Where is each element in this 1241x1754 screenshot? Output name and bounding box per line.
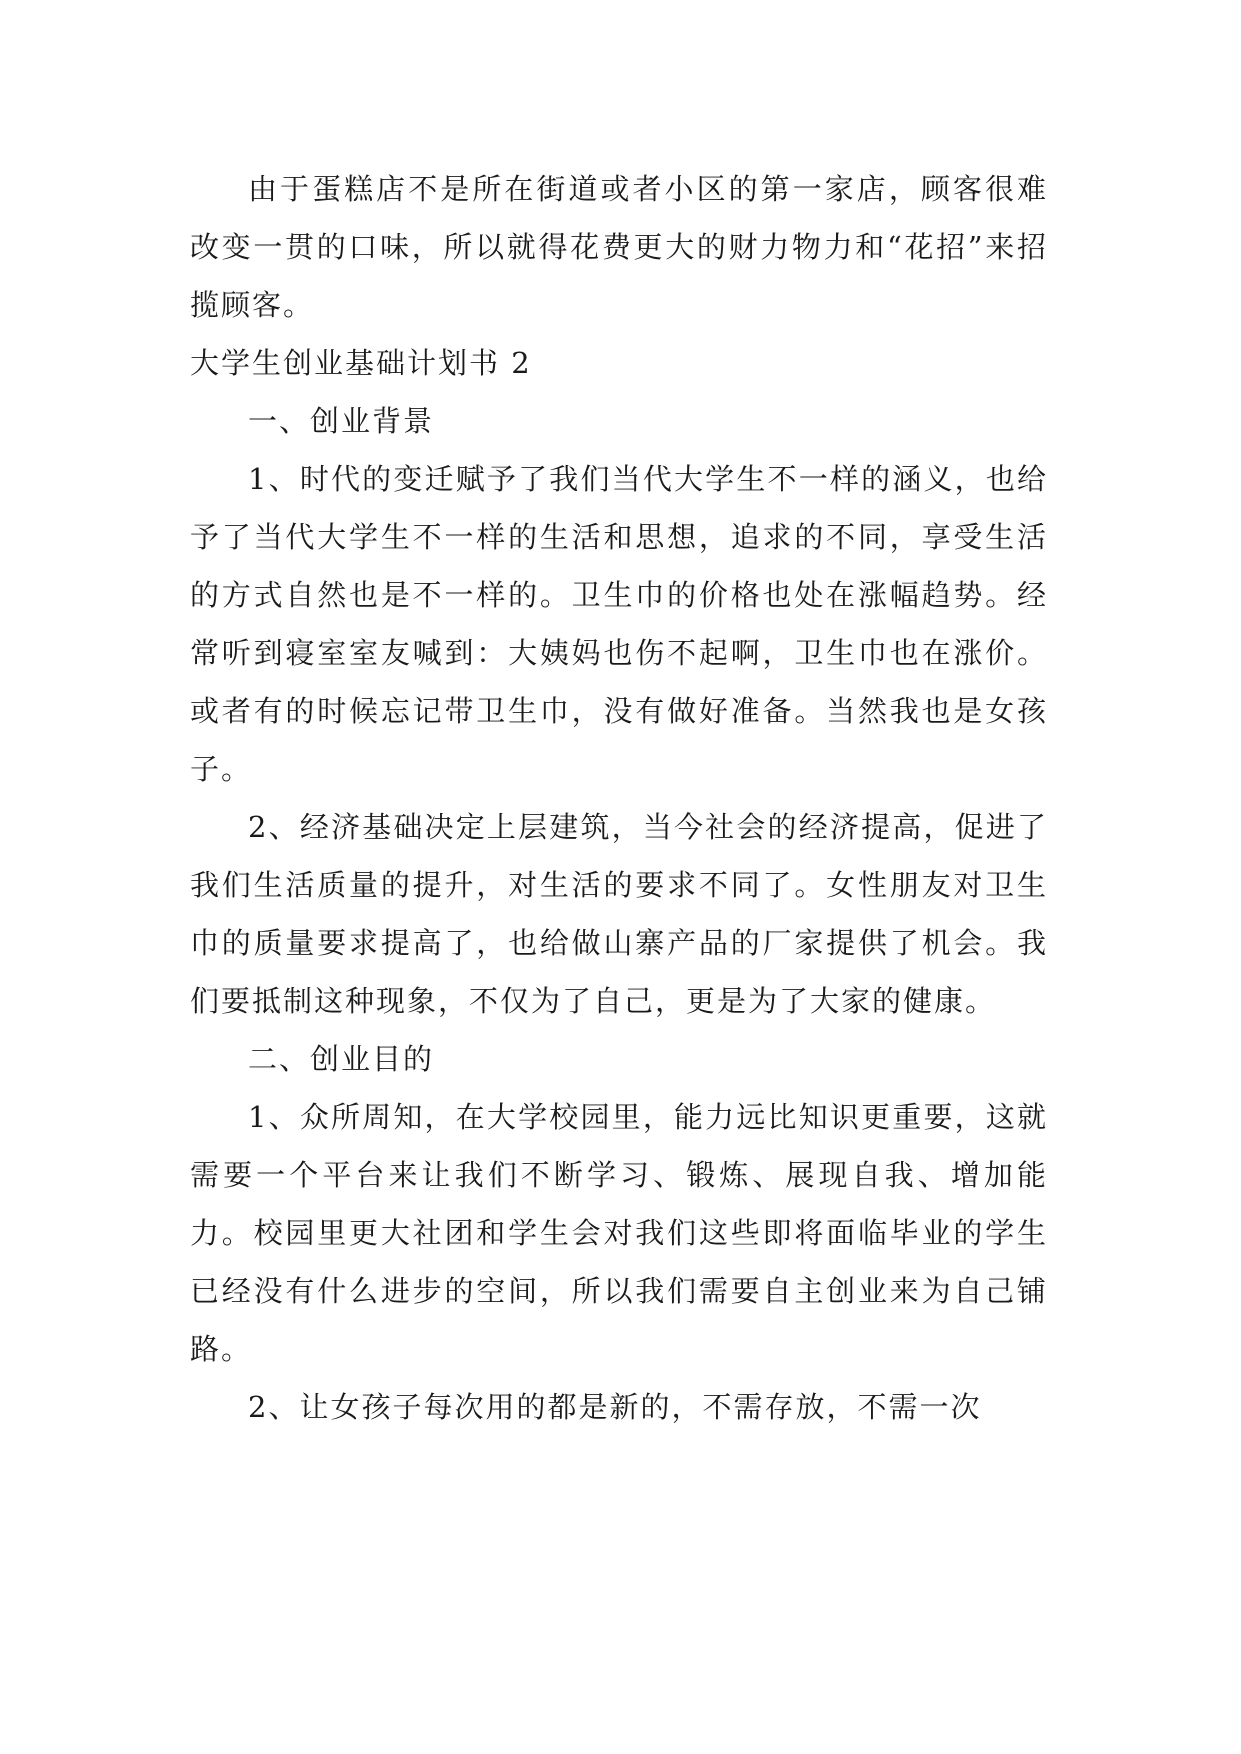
section-heading-purpose: 二、创业目的 <box>248 1042 435 1076</box>
background-paragraph-2: 2、经济基础决定上层建筑，当今社会的经济提高，促进了我们生活质量的提升，对生活的要求不同了。女性朋友对卫生巾的质量要求提高了，也给做山寨产品的厂家提供了机会。我们要抵制这种现象，不仅为了自己，更是为了大家的健康。 <box>190 810 1048 1018</box>
document-page <box>190 160 1048 1436</box>
intro-paragraph: 由于蛋糕店不是所在街道或者小区的第一家店，顾客很难改变一贯的口味，所以就得花费更大的财力物力和“花招”来招揽顾客。 <box>190 172 1048 322</box>
purpose-paragraph-2: 2、让女孩子每次用的都是新的，不需存放，不需一次 <box>248 1390 982 1424</box>
purpose-paragraph-1: 1、众所周知，在大学校园里，能力远比知识更重要，这就需要一个平台来让我们不断学习、锻炼、展现自我、增加能力。校园里更大社团和学生会对我们这些即将面临毕业的学生已经没有什么进步的空间，所以我们需要自主创业来为自己铺路。 <box>190 1100 1048 1366</box>
document-title: 大学生创业基础计划书 2 <box>190 346 532 380</box>
background-paragraph-1: 1、时代的变迁赋予了我们当代大学生不一样的涵义，也给予了当代大学生不一样的生活和思想，追求的不同，享受生活的方式自然也是不一样的。卫生巾的价格也处在涨幅趋势。经常听到寝室室友喊到：大姨妈也伤不起啊，卫生巾也在涨价。或者有的时候忘记带卫生巾，没有做好准备。当然我也是女孩子。 <box>190 462 1048 786</box>
section-heading-background: 一、创业背景 <box>248 404 435 438</box>
